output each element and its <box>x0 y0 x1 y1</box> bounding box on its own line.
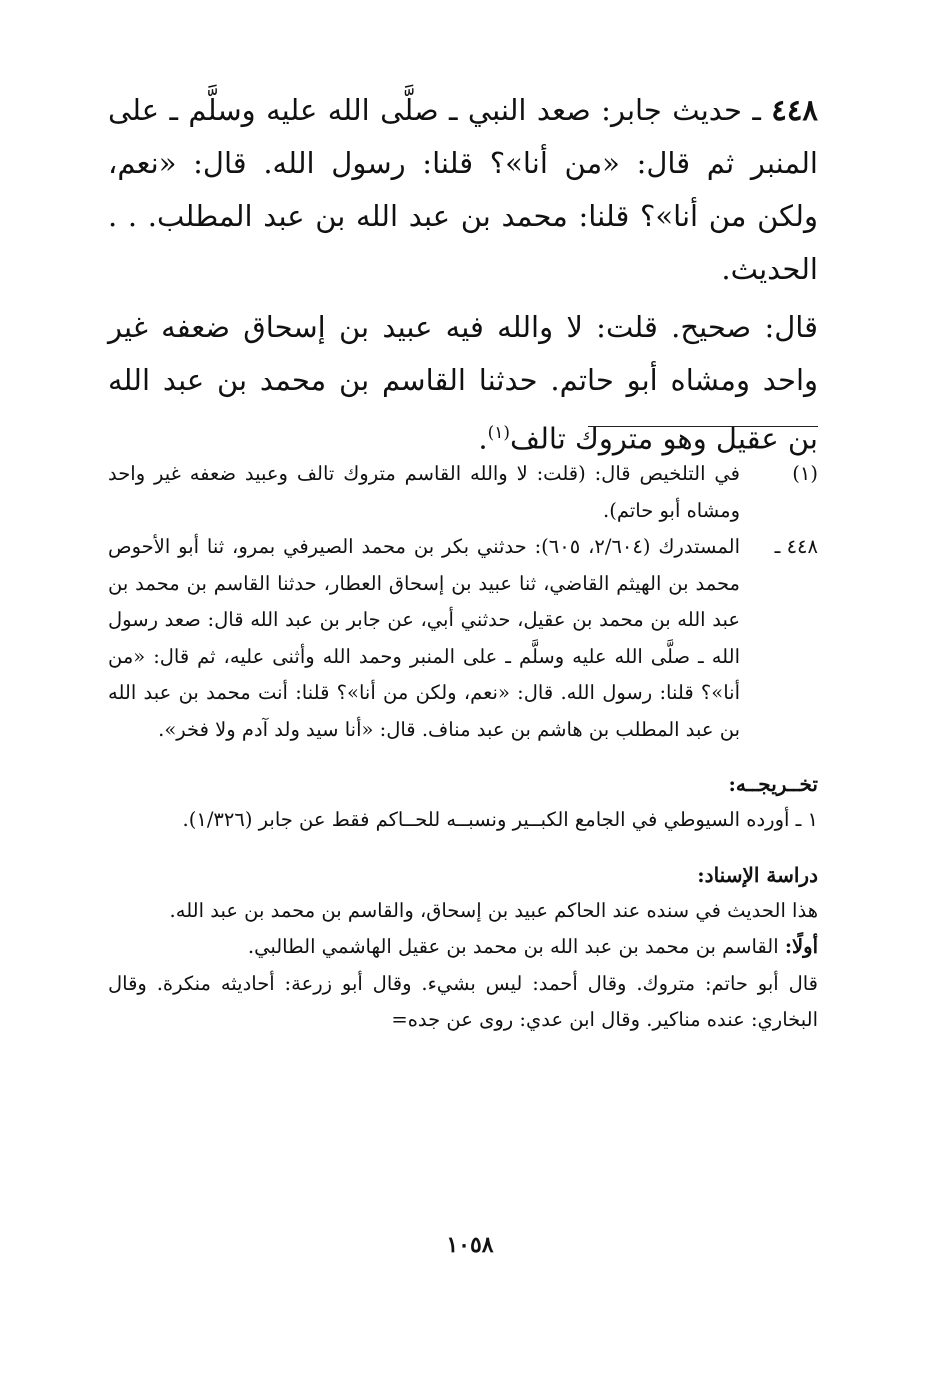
awwalan-paragraph <box>108 929 818 966</box>
footnote-448 <box>108 529 818 748</box>
awwalan-text: القاسم بن محمد بن عبد الله بن محمد بن عقيل الهاشمي الطالبي. <box>247 935 785 958</box>
isnad-text: هذا الحديث في سنده عند الحاكم عبيد بن إسحاق، والقاسم بن محمد بن عبد الله. <box>169 898 818 922</box>
hadith-number: ٤٤٨ <box>771 93 819 127</box>
comment-body: قال: صحيح. قلت: لا والله فيه عبيد بن إسحاق ضعفه غير واحد ومشاه أبو حاتم. حدثنا القاسم بن محمد بن عبد الله بن عقيل وهو متروك تالف <box>108 310 818 456</box>
comment-end: . <box>478 421 488 456</box>
page-number: ١٠٥٨ <box>446 1232 494 1258</box>
awwalan-label: أولًا: <box>784 935 818 958</box>
footnote-1-label: (١) <box>792 462 818 485</box>
footnote-1-text: في التلخيص قال: (قلت: لا والله القاسم متروك تالف وعبيد ضعفه غير واحد ومشاه أبو حاتم). <box>108 462 740 522</box>
footnote-448-label: ٤٤٨ ـ <box>774 535 818 558</box>
takhrij-heading: تخــريجــه: <box>728 772 818 796</box>
footnotes-section <box>108 456 818 1039</box>
narrator-critique: قال أبو حاتم: متروك. وقال أحمد: ليس بشيء. وقال أبو زرعة: أحاديثه منكرة. وقال البخاري: عنده مناكير. وقال ابن عدي: روى عن جده= <box>108 971 818 1031</box>
hadith-448-comment <box>108 301 818 466</box>
footnote-1 <box>108 456 818 529</box>
isnad-heading: دراسة الإسناد: <box>697 862 818 887</box>
page-body <box>108 84 818 1354</box>
footnote-448-text: المستدرك (٢/٦٠٤، ٦٠٥): حدثني بكر بن محمد الصيرفي بمرو، ثنا أبو الأحوص محمد بن الهيثم القاضي، ثنا عبيد بن إسحاق العطار، حدثنا القاسم بن محمد بن عبد الله بن محمد بن عقيل، حدثني أبي، عن جابر بن عبد الله قال: صعد رسول الله ـ صلَّى الله عليه وسلَّم ـ على المنبر وحمد الله وأثنى عليه، ثم قال: «من أنا»؟ قلنا: رسول الله. قال: «نعم، ولكن من أنا»؟ قلنا: أنت محمد بن عبد الله بن عبد المطلب بن هاشم بن عبد مناف. قال: «أنا سيد ولد آدم ولا فخر». <box>108 535 740 741</box>
footnote-separator <box>588 426 818 427</box>
hadith-body: ـ حديث جابر: صعد النبي ـ صلَّى الله عليه وسلَّم ـ على المنبر ثم قال: «من أنا»؟ قلنا: رسول الله. قال: «نعم، ولكن من أنا»؟ قلنا: محمد بن عبد الله بن عبد المطلب. . . الحديث. <box>108 93 818 286</box>
hadith-448-text <box>108 84 818 296</box>
takhrij-text: ١ ـ أورده السيوطي في الجامع الكبــير ونسبــه للحــاكم فقط عن جابر (١/٣٢٦). <box>182 808 818 831</box>
footnote-ref-1[interactable]: (١) <box>487 423 511 443</box>
